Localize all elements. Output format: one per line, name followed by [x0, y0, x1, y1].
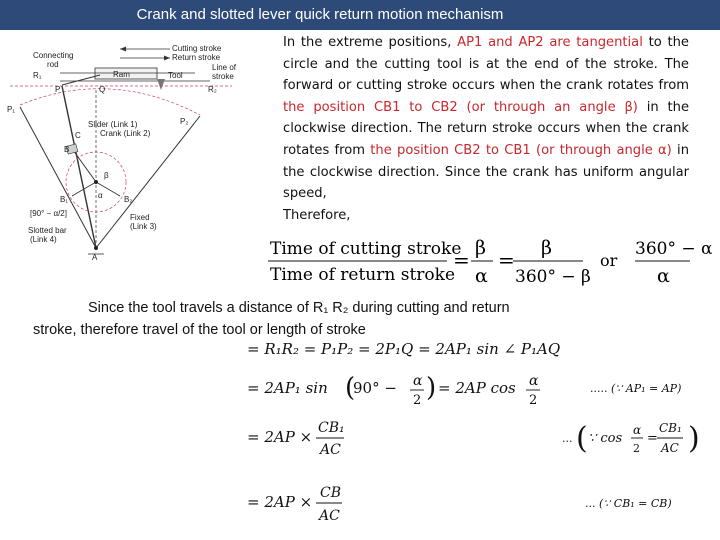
eq2-part-a: = 2AP₁ sin — [247, 379, 328, 397]
ratio-or: or — [600, 251, 618, 270]
label-alpha: α — [98, 191, 103, 200]
svg-text:=: = — [647, 431, 658, 446]
svg-text:(: ( — [576, 421, 588, 456]
label-slotted-bar: Slotted bar — [28, 226, 67, 235]
eq3-denominator: AC — [320, 442, 341, 458]
svg-text:(: ( — [345, 373, 356, 403]
ratio-num-3: 360° − α — [635, 239, 713, 259]
label-ram: Ram — [113, 70, 130, 79]
label-r1: R₁ — [33, 71, 42, 80]
label-connecting-rod-2: rod — [47, 60, 59, 69]
tool-shape — [157, 79, 165, 90]
para-text-1: In the extreme positions, — [283, 35, 458, 50]
ratio-beta-2: β — [541, 237, 552, 259]
label-crank: Crank (Link 2) — [100, 129, 151, 138]
label-fixed: Fixed — [130, 213, 150, 222]
eq2-two-2: 2 — [529, 393, 538, 408]
label-slider: Slider (Link 1) — [88, 120, 138, 129]
eq2-part-b: 90° − — [353, 379, 397, 397]
eq2-part-c: = 2AP cos — [438, 379, 516, 397]
label-b: B — [64, 145, 70, 154]
eq4-part-a: = 2AP × — [247, 493, 313, 511]
label-beta: β — [104, 171, 109, 180]
ratio-den-2: 360° − β — [515, 267, 591, 287]
label-p2: P₂ — [180, 117, 189, 126]
label-p1: P₁ — [7, 105, 16, 114]
eq4-denominator: AC — [319, 508, 340, 524]
eq3-dots: ... — [562, 432, 573, 445]
label-tool: Tool — [168, 71, 183, 80]
eq4-numerator: CB — [320, 485, 341, 501]
para-highlight-2: the position CB1 to CB2 (or through an angle β) — [283, 99, 638, 115]
label-cutting-stroke: Cutting stroke — [172, 44, 222, 53]
ratio-denominator-label: Time of return stroke — [270, 265, 456, 285]
label-return-stroke: Return stroke — [172, 53, 221, 62]
label-connecting-rod: Connecting — [33, 51, 74, 60]
explanation-paragraph — [283, 32, 689, 226]
eq3-numerator: CB₁ — [318, 420, 345, 436]
label-fixed-2: (Link 3) — [130, 222, 157, 231]
ratio-eq-2: = — [498, 248, 515, 272]
para-text-2: to the circle and the cutting tool is at the end of the stroke. The forward or cutting stroke occurs when the crank rotates from — [283, 35, 689, 94]
eq2-alpha-2: α — [529, 373, 539, 389]
eq4-note: ... (∵ CB₁ = CB) — [585, 497, 672, 510]
label-angle: [90° − α/2] — [30, 209, 67, 218]
para-highlight-1: AP1 and AP2 are tangential — [457, 35, 643, 50]
eq3-note-a: ∵ cos — [588, 431, 623, 446]
para-therefore: Therefore, — [283, 207, 351, 223]
svg-text:): ) — [426, 373, 437, 403]
label-p: P — [55, 85, 61, 94]
eq3-note-numerator: CB₁ — [659, 421, 682, 435]
since-line-2: stroke, therefore travel of the tool or length of stroke — [33, 322, 366, 338]
para-text-4: in the clockwise direction. Since the crank has uniform angular speed, — [283, 142, 689, 202]
slide-title-bar — [0, 0, 720, 30]
label-b2: B₂ — [124, 195, 133, 204]
ratio-beta: β — [475, 237, 486, 259]
ratio-alpha: α — [475, 265, 488, 287]
ratio-numerator-label: Time of cutting stroke — [270, 239, 462, 259]
since-line-1: Since the tool travels a distance of R₁ R₂ during cutting and return — [88, 300, 510, 316]
para-text-3: in the clockwise direction. The return stroke occurs when the crank rotates from — [283, 99, 690, 158]
label-c: C — [75, 131, 81, 140]
label-b1: B₁ — [60, 195, 69, 204]
label-line-of-stroke: Line of — [212, 63, 237, 72]
stroke-derivation — [240, 330, 710, 530]
para-highlight-3: the position CB2 to CB1 (or through angle α) — [370, 142, 672, 158]
eq-line-1: = R₁R₂ = P₁P₂ = 2P₁Q = 2AP₁ sin ∠ P₁AQ — [247, 340, 561, 358]
ratio-alpha-3: α — [657, 265, 670, 287]
eq3-part-a: = 2AP × — [247, 428, 313, 446]
eq2-alpha-1: α — [413, 373, 423, 389]
eq2-note: ..... (∵ AP₁ = AP) — [590, 382, 682, 395]
label-slotted-bar-2: (Link 4) — [30, 235, 57, 244]
eq2-two-1: 2 — [413, 393, 422, 408]
eq3-note-denominator: AC — [661, 441, 679, 455]
eq3-note-alpha: α — [633, 423, 642, 437]
slide-title: Crank and slotted lever quick return motion mechanism — [136, 6, 504, 23]
ratio-eq-1: = — [453, 248, 470, 272]
label-line-of-stroke-2: stroke — [212, 72, 234, 81]
mechanism-diagram — [0, 30, 270, 265]
time-ratio-formula — [265, 232, 713, 297]
svg-text:): ) — [688, 421, 700, 456]
label-a: A — [92, 253, 98, 262]
label-q: Q — [99, 85, 106, 94]
eq3-note-two: 2 — [633, 442, 640, 455]
label-r2: R₂ — [208, 85, 217, 94]
